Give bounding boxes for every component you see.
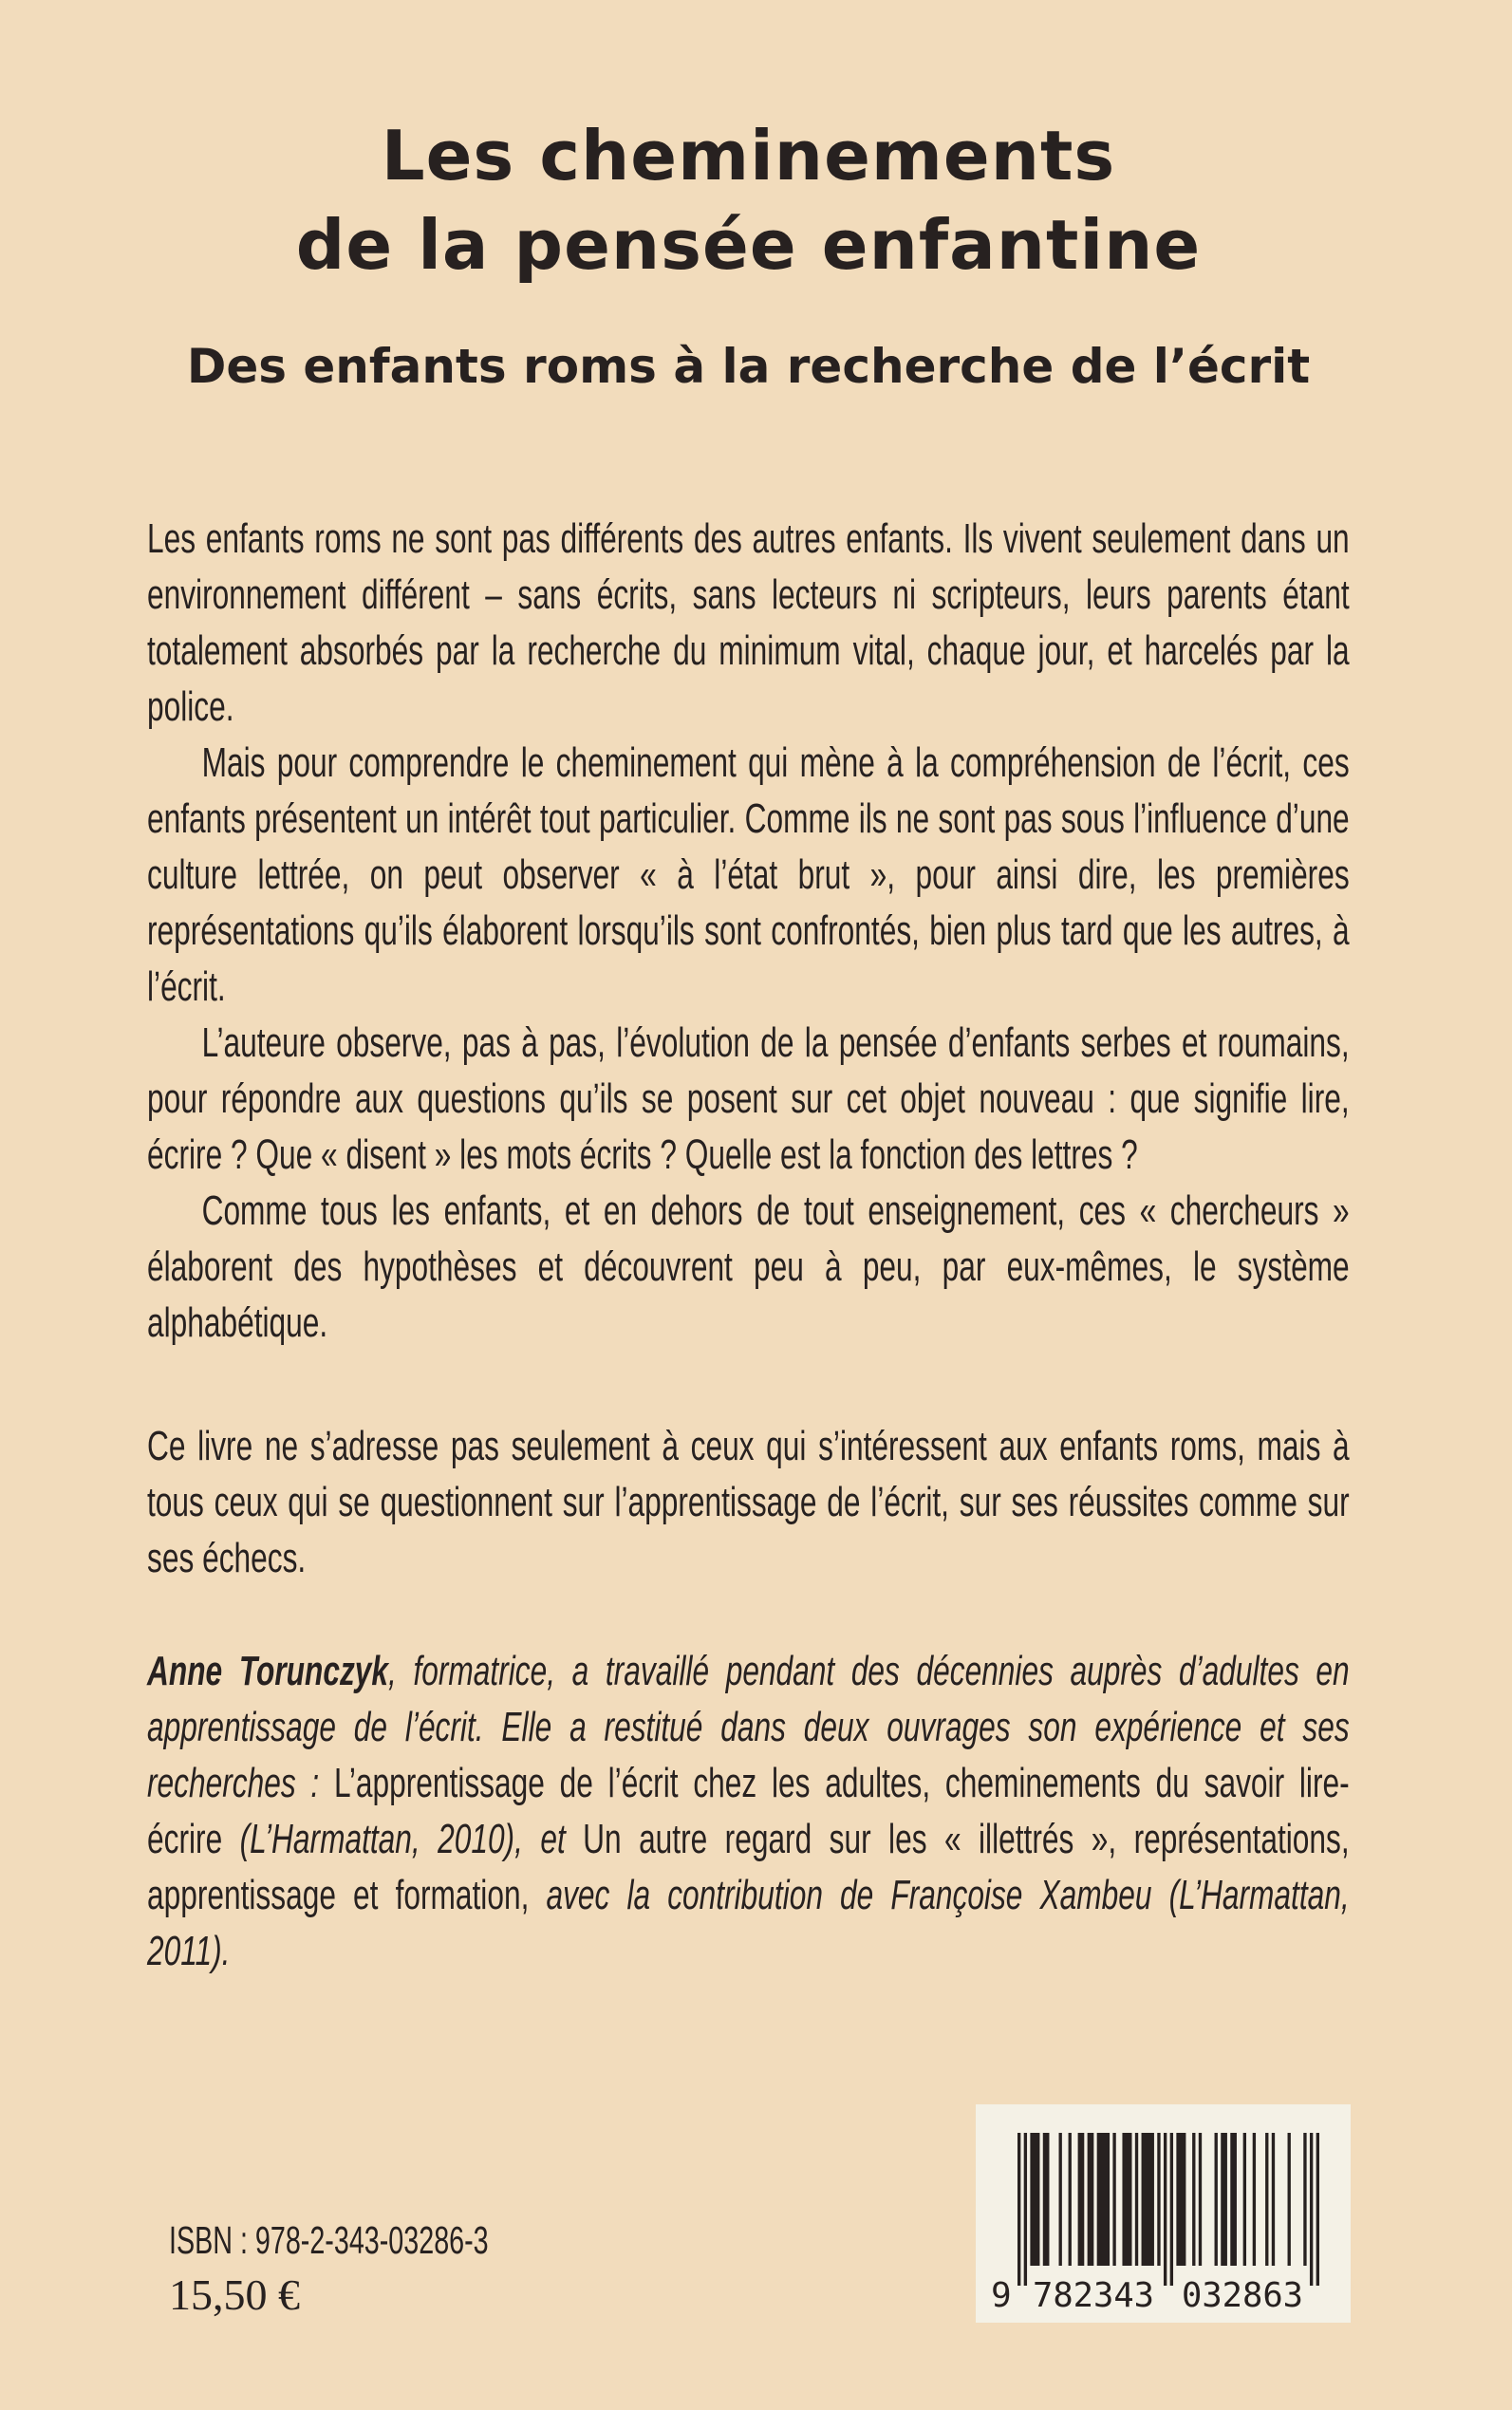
isbn-label: ISBN : 978-2-343-03286-3 — [169, 2218, 489, 2262]
book-title-line-2: de la pensée enfantine — [295, 205, 1202, 285]
synopsis — [147, 511, 1350, 1351]
audience-note — [147, 1418, 1350, 1586]
synopsis-paragraph-3: L’auteure observe, pas à pas, l’évolution de la pensée d’enfants serbes et roumains, pour répondre aux questions qu’ils se posent sur cet objet nouveau : que signifie lire, écrire ? Que « disent » les mots écrits ? Quelle est la fonction des lettres ? — [147, 1019, 1350, 1178]
bio-segment: (L’Harmattan, 2010), et — [239, 1816, 584, 1862]
synopsis-paragraph-2: Mais pour comprendre le cheminement qui mène à la compréhension de l’écrit, ces enfants présentent un intérêt tout particulier. Comme ils ne sont pas sous l’influence d’une culture lettrée, on peut observer « à l’état brut », pour ainsi dire, les premières représentations qu’ils élaborent lorsqu’ils sont confrontés, bien plus tard que les autres, à l’écrit. — [147, 739, 1350, 1010]
synopsis-paragraph-1: Les enfants roms ne sont pas différents des autres enfants. Ils vivent seulement dans un environnement différent – sans écrits, sans lecteurs ni scripteurs, leurs parents étant totalement absorbés par la recherche du minimum vital, chaque jour, et harcelés par la police. — [147, 515, 1350, 730]
barcode-box — [976, 2104, 1351, 2323]
svg-text:032863: 032863 — [1182, 2276, 1303, 2315]
svg-text:9: 9 — [991, 2276, 1012, 2315]
author-bio — [147, 1643, 1350, 1979]
bio-segment: avec la contribution de Françoise Xambeu (L’Harmattan, 2011). — [147, 1872, 1350, 1974]
ean13-barcode — [976, 2104, 1351, 2323]
bio-segment: Un autre regard sur les « illettrés », représentations, apprentissage et formation, — [147, 1816, 1350, 1918]
book-subtitle: Des enfants roms à la recherche de l’écrit — [186, 339, 1311, 394]
book-title — [147, 111, 1350, 290]
synopsis-paragraph-4: Comme tous les enfants, et en dehors de tout enseignement, ces « chercheurs » élaborent des hypothèses et découvrent peu à peu, par eux-mêmes, le système alphabétique. — [147, 1187, 1350, 1346]
audience-paragraph: Ce livre ne s’adresse pas seulement à ceux qui s’intéressent aux enfants roms, mais à tous ceux qui se questionnent sur l’apprentissage de l’écrit, sur ses réussites comme sur ses échecs. — [147, 1423, 1350, 1581]
bio-segment: Anne Torunczyk — [147, 1648, 389, 1694]
price-label: 15,50 € — [169, 2270, 300, 2319]
bio-segment: , formatrice, a travaillé pendant des décennies auprès d’adultes en apprentissage de l’écrit. Elle a restitué dans deux ouvrages son expérience et ses recherches : — [147, 1648, 1350, 1806]
bio-segment: L’apprentissage de l’écrit chez les adultes, cheminements du savoir lire-écrire — [147, 1760, 1350, 1862]
book-title-line-1: Les cheminements — [381, 116, 1116, 196]
svg-text:782343: 782343 — [1033, 2276, 1154, 2315]
